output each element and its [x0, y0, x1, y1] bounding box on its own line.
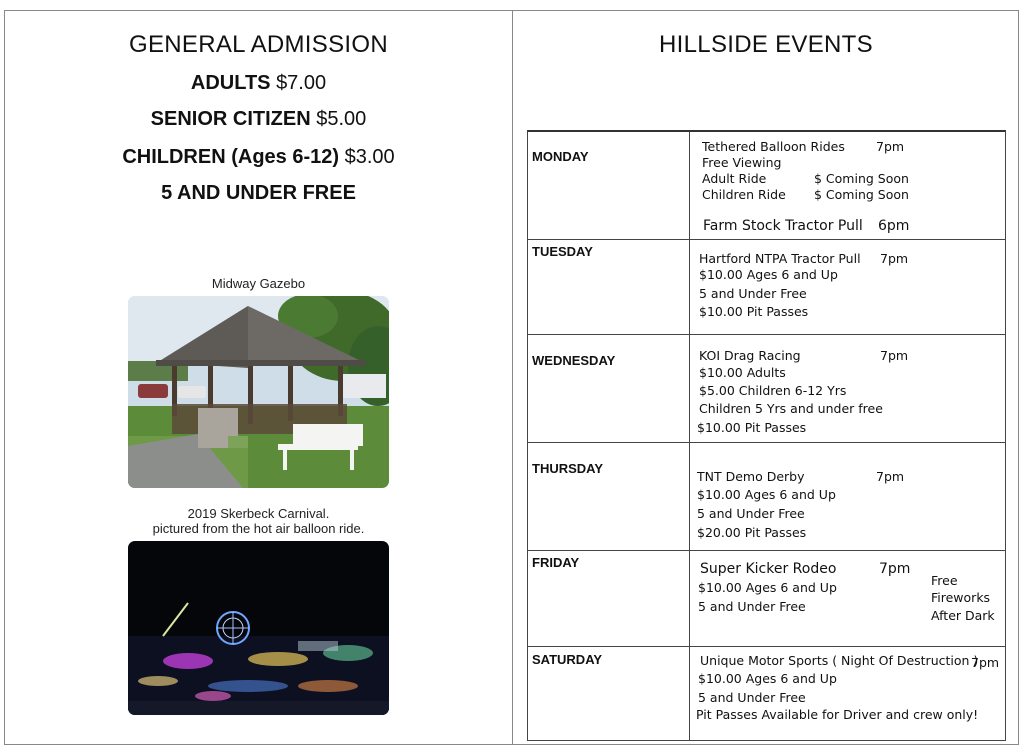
event-time: 6pm [878, 218, 910, 234]
event-line: Farm Stock Tractor Pull [703, 218, 863, 234]
price-amount: $7.00 [276, 72, 327, 94]
event-line: Children 5 Yrs and under free [699, 401, 883, 416]
price-amount: $5.00 [316, 108, 367, 130]
event-line: Super Kicker Rodeo [700, 561, 837, 577]
carnival-caption-line1: 2019 Skerbeck Carnival. [187, 506, 330, 521]
price-under-five [5, 182, 512, 205]
event-line: $10.00 Ages 6 and Up [697, 487, 836, 502]
price-label: 5 AND UNDER FREE [161, 182, 356, 204]
event-time: 7pm [879, 561, 911, 577]
event-time: 7pm [876, 469, 905, 484]
table-row-thursday [528, 443, 1005, 551]
price-children [5, 146, 512, 169]
day-label: SATURDAY [532, 652, 603, 667]
event-note: Fireworks [931, 590, 991, 605]
price-adults [5, 72, 512, 95]
event-line: Free Viewing [702, 155, 782, 170]
event-line: 5 and Under Free [699, 286, 807, 301]
event-line: Adult Ride [702, 171, 767, 186]
events-table [527, 130, 1006, 741]
column-divider [512, 10, 513, 745]
event-line: $10.00 Ages 6 and Up [698, 580, 837, 595]
event-line: $5.00 Children 6-12 Yrs [699, 383, 847, 398]
event-line: TNT Demo Derby [697, 469, 805, 484]
event-line: $10.00 Adults [699, 365, 786, 380]
event-note: Free [931, 573, 958, 588]
event-line: Children Ride [702, 187, 786, 202]
event-time: 7pm [880, 251, 909, 266]
event-price: $ Coming Soon [814, 171, 909, 186]
event-line: Hartford NTPA Tractor Pull [699, 251, 861, 266]
event-line: Unique Motor Sports ( Night Of Destruction ) [700, 653, 979, 668]
event-line: KOI Drag Racing [699, 348, 801, 363]
event-line: 5 and Under Free [698, 599, 806, 614]
event-line: $10.00 Ages 6 and Up [698, 671, 837, 686]
day-label: MONDAY [532, 149, 589, 164]
price-senior [5, 108, 512, 131]
day-label: THURSDAY [532, 461, 604, 476]
event-line: $10.00 Pit Passes [697, 420, 807, 435]
event-time: 7pm [880, 348, 909, 363]
table-row-tuesday [528, 240, 1005, 335]
event-line: $20.00 Pit Passes [697, 525, 807, 540]
event-line: Pit Passes Available for Driver and crew only! [696, 707, 979, 722]
day-label: FRIDAY [532, 555, 580, 570]
hillside-events-title: HILLSIDE EVENTS [659, 31, 873, 58]
event-line: $10.00 Ages 6 and Up [699, 267, 838, 282]
event-note: After Dark [931, 608, 995, 623]
carnival-caption-line2: pictured from the hot air balloon ride. [152, 521, 365, 536]
event-line: 5 and Under Free [698, 690, 806, 705]
day-label: WEDNESDAY [532, 353, 616, 368]
general-admission-panel [5, 11, 512, 744]
event-time: 7pm [876, 139, 905, 154]
price-label: SENIOR CITIZEN [150, 108, 311, 130]
price-label: CHILDREN (Ages 6-12) [122, 146, 340, 168]
carnival-photo [128, 541, 389, 715]
event-time: 7pm [971, 655, 1000, 670]
event-price: $ Coming Soon [814, 187, 909, 202]
price-label: ADULTS [190, 72, 271, 94]
carnival-caption [5, 506, 512, 536]
table-row-friday [528, 551, 1005, 647]
event-line: 5 and Under Free [697, 506, 805, 521]
bottom-border [4, 744, 1019, 745]
gazebo-photo [128, 296, 389, 488]
event-line: $10.00 Pit Passes [699, 304, 809, 319]
event-line: Tethered Balloon Rides [702, 139, 845, 154]
table-row-saturday [528, 647, 1005, 741]
day-label: TUESDAY [532, 244, 593, 259]
table-row-wednesday [528, 335, 1005, 443]
general-admission-title: GENERAL ADMISSION [129, 31, 388, 58]
price-amount: $3.00 [344, 146, 395, 168]
gazebo-caption: Midway Gazebo [211, 276, 306, 291]
table-row-monday [528, 132, 1005, 240]
